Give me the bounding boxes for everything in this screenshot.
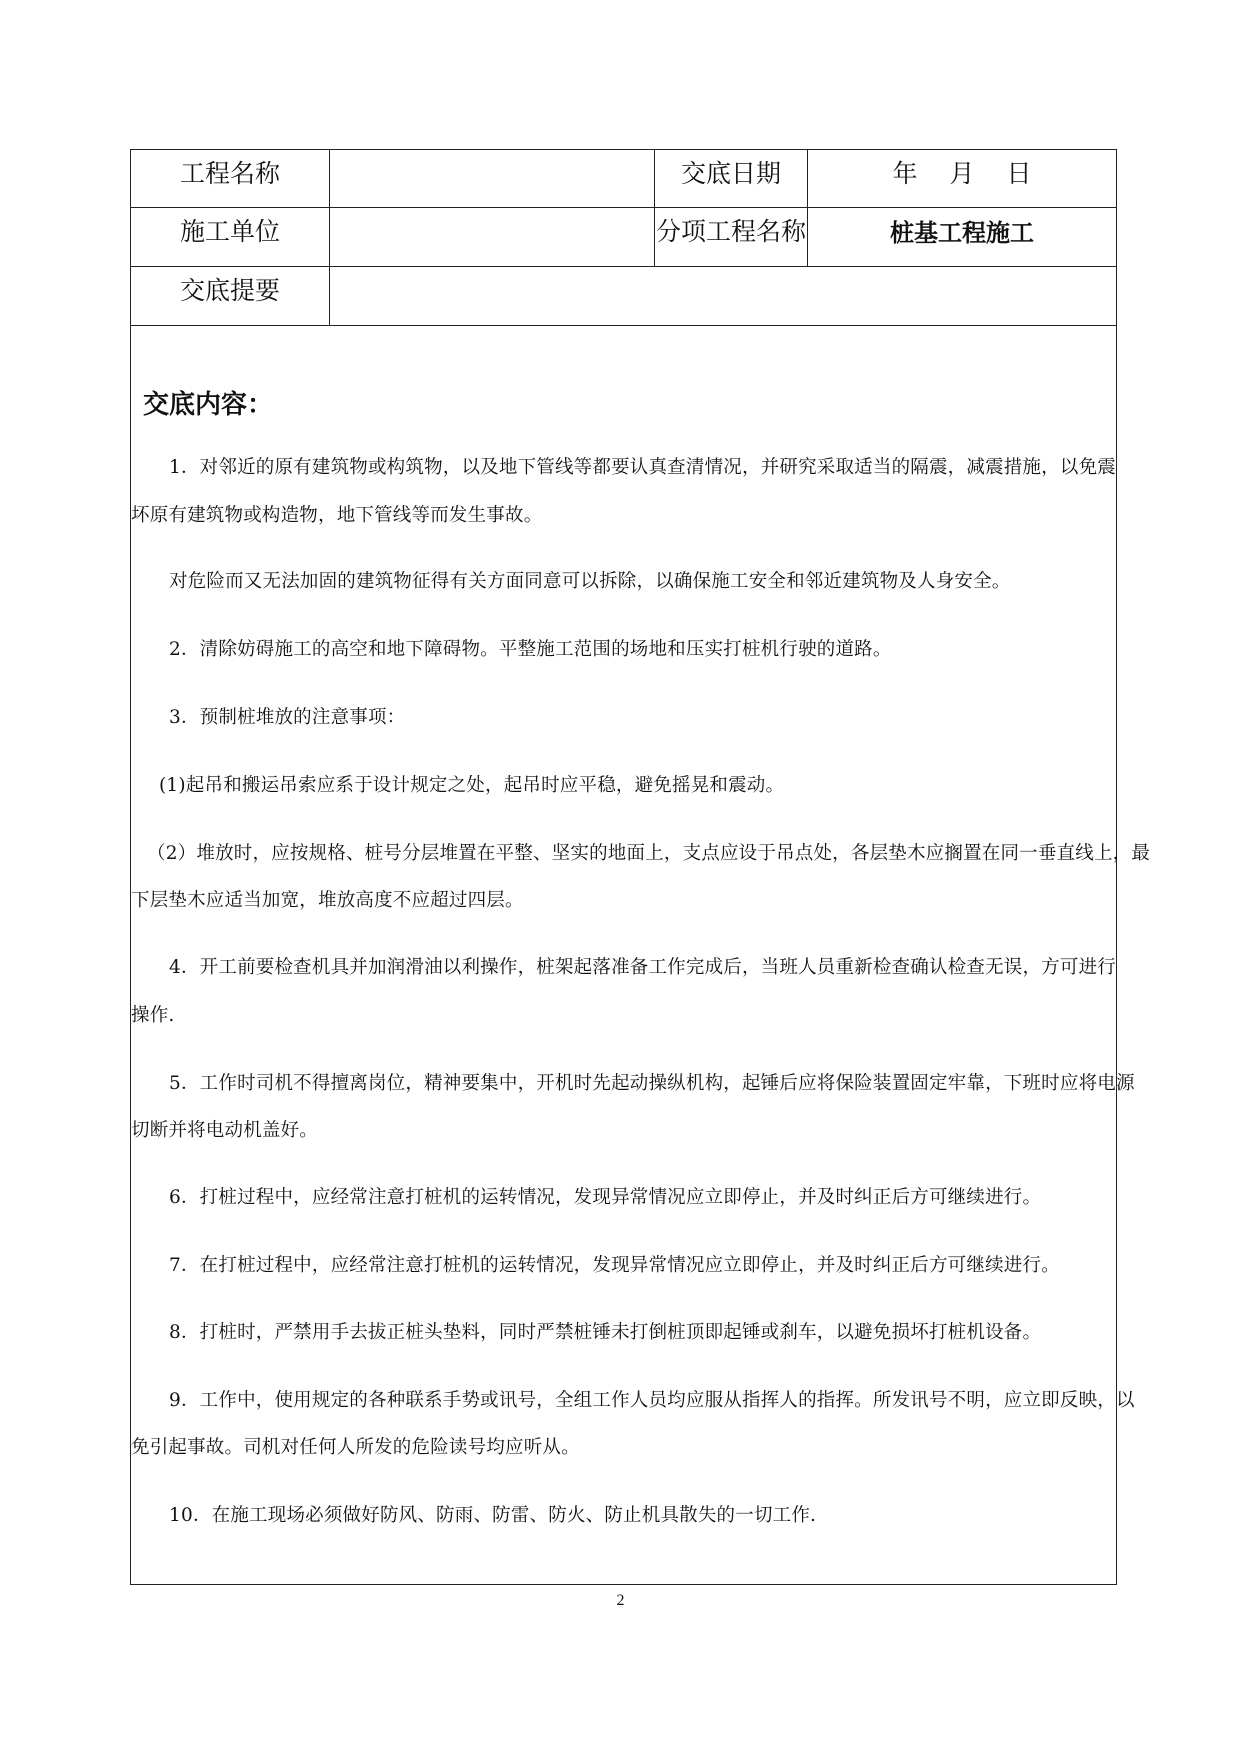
paragraph-line: 9．工作中，使用规定的各种联系手势或讯号，全组工作人员均应服从指挥人的指挥。所发讯号不明，应立即反映，以: [169, 1390, 1135, 1411]
paragraph-line: 3．预制桩堆放的注意事项：: [169, 707, 406, 728]
paragraph-line: 6．打桩过程中，应经常注意打桩机的运转情况，发现异常情况应立即停止，并及时纠正后方可继续进行。: [169, 1187, 1042, 1208]
unit-label: 施工单位: [131, 208, 330, 266]
date-year: 年: [892, 158, 918, 188]
unit-value: [330, 208, 655, 266]
paragraph-line: (1)起吊和搬运吊索应系于设计规定之处，起吊时应平稳，避免摇晃和震动。: [159, 775, 785, 796]
paragraph-line: 5．工作时司机不得擅离岗位，精神要集中，开机时先起动操纵机构，起锤后应将保险装置固定牢靠，下班时应将电源: [169, 1073, 1135, 1094]
date-month: 月: [949, 158, 975, 188]
project-name-value: [330, 150, 655, 207]
paragraph-line: 操作.: [131, 1005, 175, 1026]
project-name-label: 工程名称: [131, 150, 330, 207]
date-label: 交底日期: [655, 150, 808, 207]
date-day: 日: [1006, 158, 1032, 188]
paragraph-line: 下层垫木应适当加宽，堆放高度不应超过四层。: [131, 890, 524, 911]
date-value: [808, 150, 1116, 207]
paragraph-line: 对危险而又无法加固的建筑物征得有关方面同意可以拆除，以确保施工安全和邻近建筑物及人身安全。: [169, 571, 1011, 592]
page-number: 2: [616, 1592, 625, 1609]
content-title: 交底内容：: [143, 390, 274, 420]
row-summary: [131, 267, 1116, 326]
subproject-label: 分项工程名称: [655, 208, 808, 266]
paragraph-line: 10．在施工现场必须做好防风、防雨、防雷、防火、防止机具散失的一切工作.: [169, 1505, 817, 1526]
summary-label: 交底提要: [131, 267, 330, 325]
disclosure-table: [130, 149, 1151, 1585]
paragraph-line: 2．清除妨碍施工的高空和地下障碍物。平整施工范围的场地和压实打桩机行驶的道路。: [169, 639, 892, 660]
paragraph-line: 坏原有建筑物或构造物，地下管线等而发生事故。: [131, 505, 543, 526]
paragraph-line: 8．打桩时，严禁用手去拔正桩头垫料，同时严禁桩锤未打倒桩顶即起锤或刹车，以避免损坏打桩机设备。: [169, 1322, 1042, 1343]
paragraph-line: 7．在打桩过程中，应经常注意打桩机的运转情况，发现异常情况应立即停止，并及时纠正后方可继续进行。: [169, 1255, 1060, 1276]
summary-value: [330, 267, 1116, 325]
paragraph-line: 免引起事故。司机对任何人所发的危险读号均应听从。: [131, 1437, 580, 1458]
paragraph-line: 1．对邻近的原有建筑物或构筑物，以及地下管线等都要认真查清情况，并研究采取适当的隔震，减震措施，以免震: [169, 457, 1116, 478]
row-project-name: [131, 150, 1116, 208]
paragraph-line: （2）堆放时，应按规格、桩号分层堆置在平整、坚实的地面上，支点应设于吊点处，各层垫木应搁置在同一垂直线上，最: [147, 843, 1151, 864]
paragraph-line: 4．开工前要检查机具并加润滑油以利操作，桩架起落准备工作完成后，当班人员重新检查确认检查无误，方可进行: [169, 957, 1116, 978]
subproject-value: 桩基工程施工: [890, 217, 1034, 247]
paragraph-line: 切断并将电动机盖好。: [131, 1120, 319, 1141]
row-construction-unit: [131, 208, 1116, 267]
